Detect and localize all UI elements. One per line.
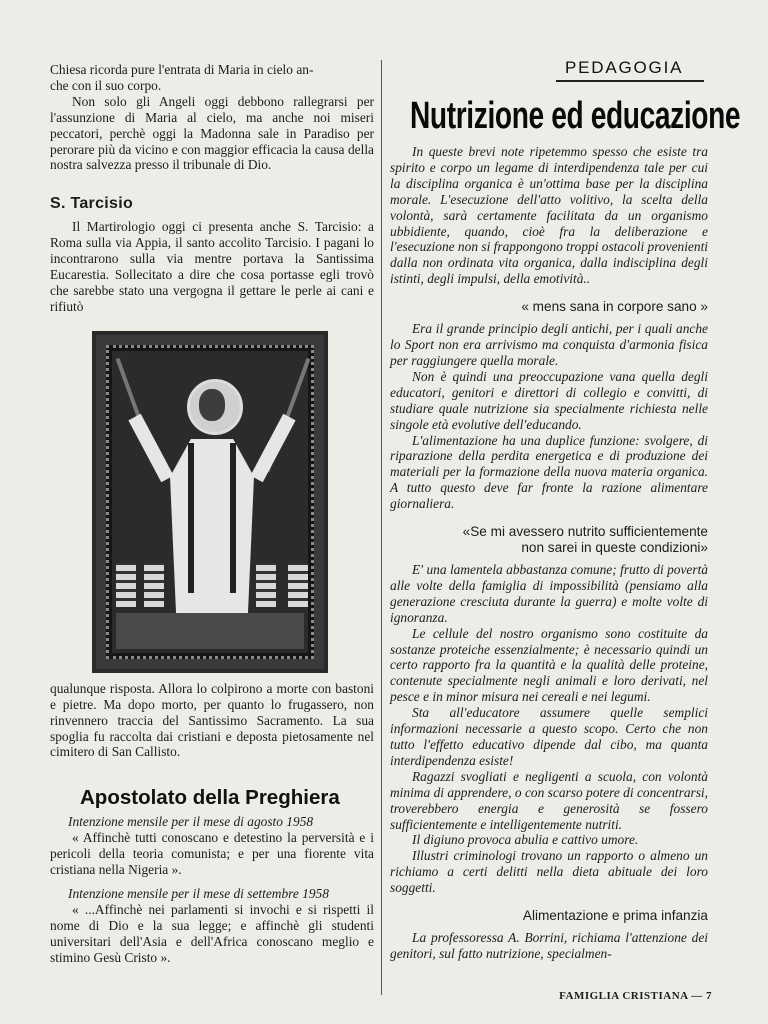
article-title: Nutrizione ed educazione xyxy=(410,95,741,137)
rubric-label: PEDAGOGIA xyxy=(565,58,684,77)
right-column xyxy=(390,58,741,962)
saint-head xyxy=(199,389,225,421)
page-footer: FAMIGLIA CRISTIANA — 7 xyxy=(559,990,712,1002)
paragraph-6: Sta all'educatore assumere quelle semplici informazioni necessarie a questo scopo. Certo che non tutto l'effetto educativo dipende dal cibo, ma quanta interdipendenza esiste! xyxy=(390,705,708,768)
rubric xyxy=(390,58,708,88)
intention-august-label: Intenzione mensile per il mese di agosto 1958 xyxy=(68,814,314,830)
intention-september-label: Intenzione mensile per il mese di settembre 1958 xyxy=(68,886,329,902)
tarcisio-heading: S. Tarcisio xyxy=(50,195,134,213)
paragraph-4: E' una lamentela abbastanza comune; frutto di povertà alle volte della famiglia di impossibilità (pensiamo alla generazione cresciuta durante la guerra) e molte volte di ignoranza. xyxy=(390,562,708,625)
tarcisio-paragraph-2: qualunque risposta. Allora lo colpirono a morte con bastoni e pietre. Ma dopo morto, per quanto lo frugassero, non rinvennero traccia del Santissimo Sacramento. La sua spoglia fu raccolta dai cristiani e deposta pietosamente nel cimitero di San Callisto. xyxy=(50,680,374,760)
intention-august-text: « Affinchè tutti conoscano e detestino la perversità e i pericoli della teoria comunista; e per una fiorente vita cristiana nella Nigeria ». xyxy=(50,830,374,878)
apostolato-title: Apostolato della Preghiera xyxy=(80,786,340,810)
column-divider xyxy=(381,60,382,995)
paragraph-9: Illustri criminologi trovano un rapporto o almeno un richiamo a certi delitti nella dieta abituale dei loro soggetti. xyxy=(390,848,708,896)
subheading-nutrito-line-2: non sarei in queste condizioni» xyxy=(521,540,708,556)
lily-4 xyxy=(288,563,308,607)
lily-1 xyxy=(116,563,136,607)
tarcisio-paragraph-1: Il Martirologio oggi ci presenta anche S. Tarcisio: a Roma sulla via Appia, il santo accolito Tarcisio. I pagani lo incontrarono sulla via mentre portava la Santissima Eucarestia. Sollecitato a dire che cosa portasse egli trovò che sarebbe stato una vergogna il gettare le perle ai cani e rifiutò xyxy=(50,219,374,314)
assumption-paragraph: Non solo gli Angeli oggi debbono rallegrarsi per l'assunzione di Maria al cielo, ma anche noi miseri peccatori, perchè oggi la Madonna sale in Paradiso per perorare più da vicino e con maggior efficacia la causa della nostra salvezza presso il tribunale di Dio. xyxy=(50,93,374,173)
paragraph-1: Era il grande principio degli antichi, per i quali anche lo Sport non era arrivismo ma conquista d'armonia fisica per raggiungere quella morale. xyxy=(390,321,708,368)
left-column xyxy=(50,62,374,966)
lily-3 xyxy=(256,563,276,607)
lily-2 xyxy=(144,563,164,607)
paragraph-8: Il digiuno provoca abulia e cattivo umore. xyxy=(412,832,639,848)
article-lead: In queste brevi note ripetemmo spesso che esiste tra spirito e corpo un legame di interdipendenza tale per cui la disciplina organica è un'ottima base per la disciplina morale. L'esecuzione dell'atto volitivo, la scelta della volontà, sarà certamente facilitata da un organismo ubbidiente, quando, cioè fra la deliberazione e l'esecuzione non si frappongono troppi ostacoli provenienti dalla non ordinata vita organica, dalla indisciplina degli istinti, degli impulsi, della emotività.. xyxy=(390,144,709,287)
subheading-nutrito-line-1: «Se mi avessero nutrito sufficientemente xyxy=(462,524,708,540)
intention-september-text: « ...Affinchè nei parlamenti si invochi e si rispetti il nome di Dio e la sua legge; e affinchè gli studenti universitari dell'Asia e dell'Africa conoscano meglio e stimino Gesù Cristo ». xyxy=(50,902,374,965)
paragraph-2: Non è quindi una preoccupazione vana quella degli educatori, genitori e direttori di collegio e convitti, di studiare quale nutrizione sia specialmente richiesta nelle singole età evolutive dell'educando. xyxy=(390,368,708,432)
intro-line-1: Chiesa ricorda pure l'entrata di Maria in cielo an- xyxy=(50,62,314,77)
illustration-floor xyxy=(116,613,304,649)
subheading-mens-sana: « mens sana in corpore sano » xyxy=(521,299,708,315)
paragraph-3: L'alimentazione ha una duplice funzione: svolgere, di riparazione della perdita energetica e di produzione dei materiali per la formazione della nuova materia organica. A tutto questo deve far fronte la razione alimentare giornaliera. xyxy=(390,432,708,512)
subheading-nutrito xyxy=(390,524,708,556)
paragraph-10: La professoressa A. Borrini, richiama l'attenzione dei genitori, sul fatto nutrizione, specialmen- xyxy=(390,930,708,961)
stole-right xyxy=(230,443,236,593)
stole-left xyxy=(188,443,194,593)
paragraph-7: Ragazzi svogliati e negligenti a scuola, con volontà minima di apprendere, o con scarso potere di concentrarsi, troverebbero energia e generosità se fossero sufficientemente e intelligentemente nutriti. xyxy=(390,768,708,832)
subheading-prima-infanzia: Alimentazione e prima infanzia xyxy=(522,908,708,924)
intro-line-2: che con il suo corpo. xyxy=(50,77,162,93)
saint-robe xyxy=(170,439,254,629)
saint-tarcisio-illustration xyxy=(92,331,328,673)
rubric-underline xyxy=(556,80,704,82)
paragraph-5: Le cellule del nostro organismo sono costituite da sostanze proteiche essenzialmente; è necessario quindi un certo rapporto fra la quantità e la qualità delle proteine, contenute specialmente negli animali e loro derivati, nel pesce e in minor misura nei cereali e nei legumi. xyxy=(390,625,708,705)
